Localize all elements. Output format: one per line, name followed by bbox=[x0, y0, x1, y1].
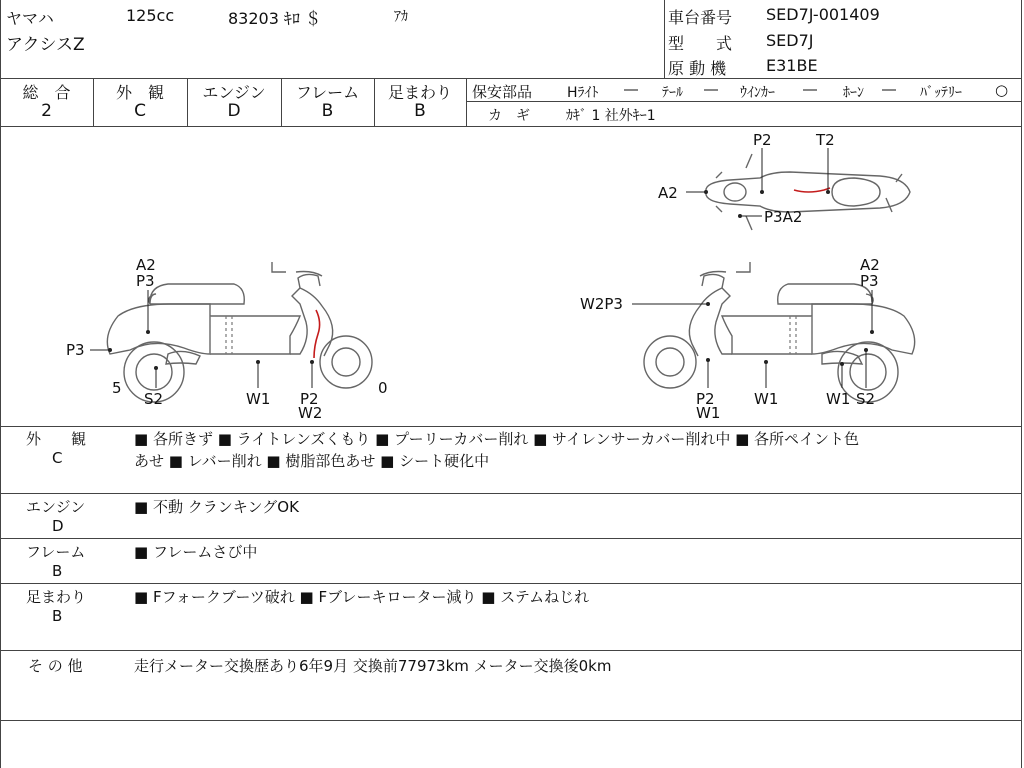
safety-item-value: ○ bbox=[995, 81, 1009, 99]
label-right-w1-mid: W1 bbox=[754, 390, 779, 408]
grade-div-5 bbox=[466, 78, 467, 126]
label-left-s2: S2 bbox=[144, 390, 164, 408]
safety-item-label: ｳｲﾝｶｰ bbox=[740, 85, 775, 101]
scooter-left-view bbox=[90, 262, 372, 402]
grade-label: 足まわり bbox=[387, 83, 452, 102]
label-left-w2: W2 bbox=[298, 404, 323, 422]
note-line-4 bbox=[0, 650, 1022, 651]
label-top-p2: P2 bbox=[753, 131, 772, 149]
displacement: 125cc bbox=[126, 6, 175, 25]
note-label: 外 観 bbox=[26, 430, 87, 448]
label-right-a2: A2 bbox=[860, 256, 880, 274]
note-text: 走行メーター交換歴あり6年9月 交換前77973km メーター交換後0km bbox=[134, 657, 612, 675]
label-right-p2: P2 bbox=[696, 390, 715, 408]
grade-value: B bbox=[414, 101, 426, 121]
key-label: カ ギ bbox=[488, 108, 530, 124]
safety-item-value: ― bbox=[624, 82, 638, 98]
note-label: フレーム bbox=[26, 543, 86, 561]
frame-no: SED7J-001409 bbox=[766, 5, 880, 24]
mileage: 83203 ｷﾛ ＄ bbox=[228, 9, 322, 28]
safety-item-value: ― bbox=[704, 82, 718, 98]
diagram-bottom-line bbox=[0, 426, 1022, 427]
header-divider bbox=[664, 0, 665, 78]
label-top-p3a2: P3A2 bbox=[764, 208, 803, 226]
engine-label: 原 動 機 bbox=[668, 59, 727, 78]
safety-title: 保安部品 bbox=[472, 83, 533, 101]
note-text-cont: あせ ■ レバー削れ ■ 樹脂部色あせ ■ シート硬化中 bbox=[134, 452, 490, 470]
model-name: アクシスZ bbox=[6, 35, 85, 55]
note-label: そ の 他 bbox=[28, 657, 83, 675]
note-line-3 bbox=[0, 583, 1022, 584]
note-text: ■ Fフォークブーツ破れ ■ Fブレーキローター減り ■ ステムねじれ bbox=[134, 588, 590, 606]
label-top-t2: T2 bbox=[816, 131, 835, 149]
label-left-5: 5 bbox=[112, 379, 122, 397]
label-left-p3-top: P3 bbox=[136, 272, 155, 290]
label-left-p2: P2 bbox=[300, 390, 319, 408]
safety-item-value: ― bbox=[882, 82, 896, 98]
safety-item-label: ﾎｰﾝ bbox=[843, 85, 864, 101]
note-grade: B bbox=[52, 607, 63, 625]
grade-label: 外 観 bbox=[115, 83, 164, 102]
grade-value: 2 bbox=[41, 101, 52, 121]
type-value: SED7J bbox=[766, 31, 814, 50]
label-right-s2: S2 bbox=[856, 390, 876, 408]
grade-value: C bbox=[134, 101, 146, 121]
grade-label: 総 合 bbox=[22, 83, 71, 102]
safety-item-value: ― bbox=[803, 82, 817, 98]
note-line-1 bbox=[0, 493, 1022, 494]
safety-item-label: Hﾗｲﾄ bbox=[567, 85, 599, 101]
safety-item-label: ﾃｰﾙ bbox=[662, 85, 683, 101]
maker: ヤマハ bbox=[6, 9, 54, 28]
note-line-2 bbox=[0, 538, 1022, 539]
note-grade: B bbox=[52, 562, 63, 580]
note-text: ■ 不動 クランキングOK bbox=[134, 498, 299, 516]
label-left-p3-side: P3 bbox=[66, 341, 85, 359]
key-value: ｶｷﾞ 1 社外ｷｰ1 bbox=[566, 108, 656, 124]
damage-diagram bbox=[0, 126, 1024, 426]
label-left-0: 0 bbox=[378, 379, 388, 397]
grade-label: エンジン bbox=[202, 83, 266, 102]
safety-item-label: ﾊﾞｯﾃﾘｰ bbox=[920, 85, 962, 101]
label-left-a2: A2 bbox=[136, 256, 156, 274]
label-right-w2p3: W2P3 bbox=[580, 295, 623, 313]
note-line-5 bbox=[0, 720, 1022, 721]
type-label: 型 式 bbox=[668, 34, 733, 53]
note-label: 足まわり bbox=[26, 588, 87, 606]
label-left-w1: W1 bbox=[246, 390, 271, 408]
grade-label: フレーム bbox=[295, 83, 360, 102]
note-grade: D bbox=[52, 517, 64, 535]
frame-no-label: 車台番号 bbox=[668, 8, 733, 27]
label-top-a2: A2 bbox=[658, 184, 678, 202]
note-label: エンジン bbox=[26, 498, 86, 516]
label-right-p3: P3 bbox=[860, 272, 879, 290]
engine-value: E31BE bbox=[766, 56, 818, 75]
note-grade: C bbox=[52, 449, 63, 467]
color: ｱｶ bbox=[394, 9, 408, 25]
note-text: ■ 各所きず ■ ライトレンズくもり ■ プーリーカバー削れ ■ サイレンサーカバー削れ中 ■ 各所ペイント色 bbox=[134, 430, 860, 448]
label-right-w1-rear: W1 bbox=[826, 390, 851, 408]
grade-value: D bbox=[227, 101, 241, 121]
note-text: ■ フレームさび中 bbox=[134, 543, 258, 561]
header-bottom-line bbox=[0, 78, 1022, 79]
label-right-w1-front: W1 bbox=[696, 404, 721, 422]
grade-value: B bbox=[321, 101, 334, 121]
